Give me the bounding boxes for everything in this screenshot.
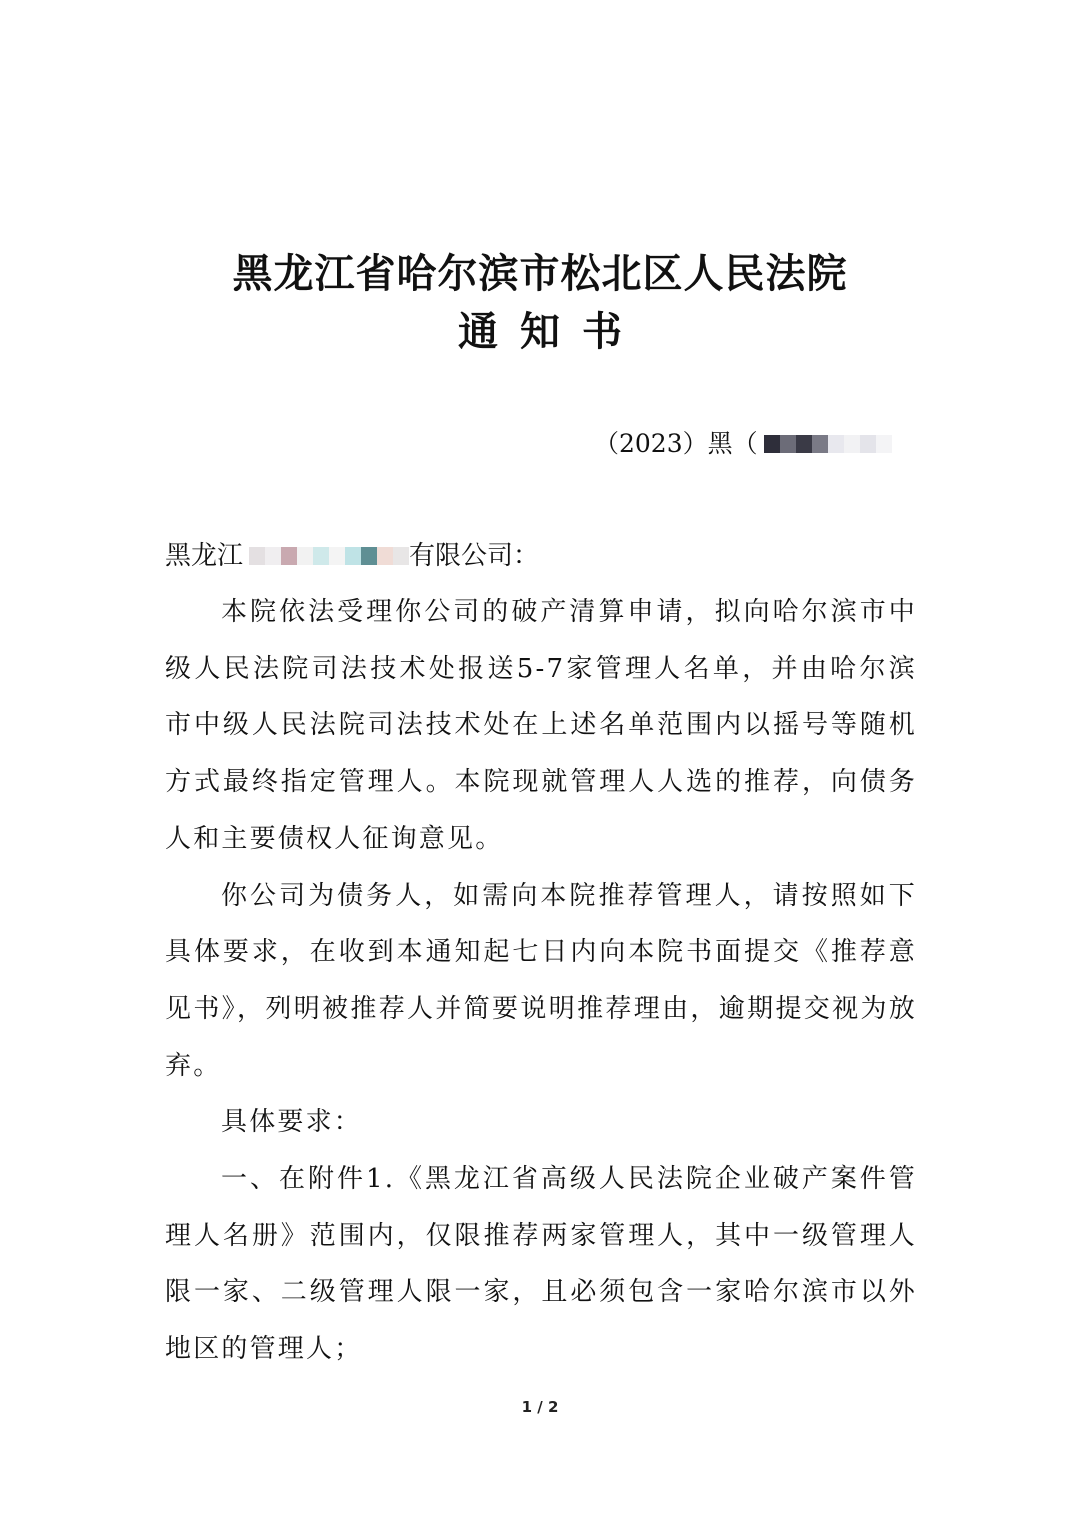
redaction-block	[361, 547, 377, 565]
redaction-block	[249, 547, 265, 565]
paragraph-recommendation: 你公司为债务人，如需向本院推荐管理人，请按照如下具体要求，在收到本通知起七日内向本院书面提交《推荐意见书》，列明被推荐人并简要说明推荐理由，逾期提交视为放弃。	[165, 880, 917, 1081]
court-name-heading: 黑龙江省哈尔滨市松北区人民法院	[232, 251, 848, 297]
paragraph-requirement-one: 一、在附件1.《黑龙江省高级人民法院企业破产案件管理人名册》范围内，仅限推荐两家管理人，其中一级管理人限一家、二级管理人限一家，且必须包含一家哈尔滨市以外地区的管理人；	[165, 1164, 917, 1365]
redaction-block	[345, 547, 361, 565]
notice-body	[165, 584, 917, 1378]
case-number-redaction	[764, 435, 892, 453]
redaction-block	[860, 435, 876, 453]
redaction-block	[377, 547, 393, 565]
page-number: 1 / 2	[521, 1398, 559, 1416]
redaction-block	[297, 547, 313, 565]
paragraph-acceptance: 本院依法受理你公司的破产清算申请，拟向哈尔滨市中级人民法院司法技术处报送5-7家管理人名单，并由哈尔滨市中级人民法院司法技术处在上述名单范围内以摇号等随机方式最终指定管理人。本院现就管理人人选的推荐，向债务人和主要债权人征询意见。	[165, 597, 917, 854]
redaction-block	[780, 435, 796, 453]
addressee-suffix: 有限公司：	[409, 541, 540, 571]
redaction-block	[876, 435, 892, 453]
redaction-block	[329, 547, 345, 565]
case-number	[594, 424, 892, 464]
redaction-block	[764, 435, 780, 453]
document-title: 通知书	[458, 309, 644, 355]
paragraph-requirements-heading: 具体要求：	[221, 1107, 363, 1138]
redaction-block	[828, 435, 844, 453]
addressee-prefix: 黑龙江	[165, 541, 244, 571]
redaction-block	[844, 435, 860, 453]
redaction-block	[796, 435, 812, 453]
addressee-redaction	[249, 547, 409, 565]
redaction-block	[265, 547, 281, 565]
case-number-text: （2023）黑（	[594, 429, 758, 458]
redaction-block	[281, 547, 297, 565]
redaction-block	[812, 435, 828, 453]
redaction-block	[393, 547, 409, 565]
redaction-block	[313, 547, 329, 565]
addressee	[165, 536, 539, 576]
